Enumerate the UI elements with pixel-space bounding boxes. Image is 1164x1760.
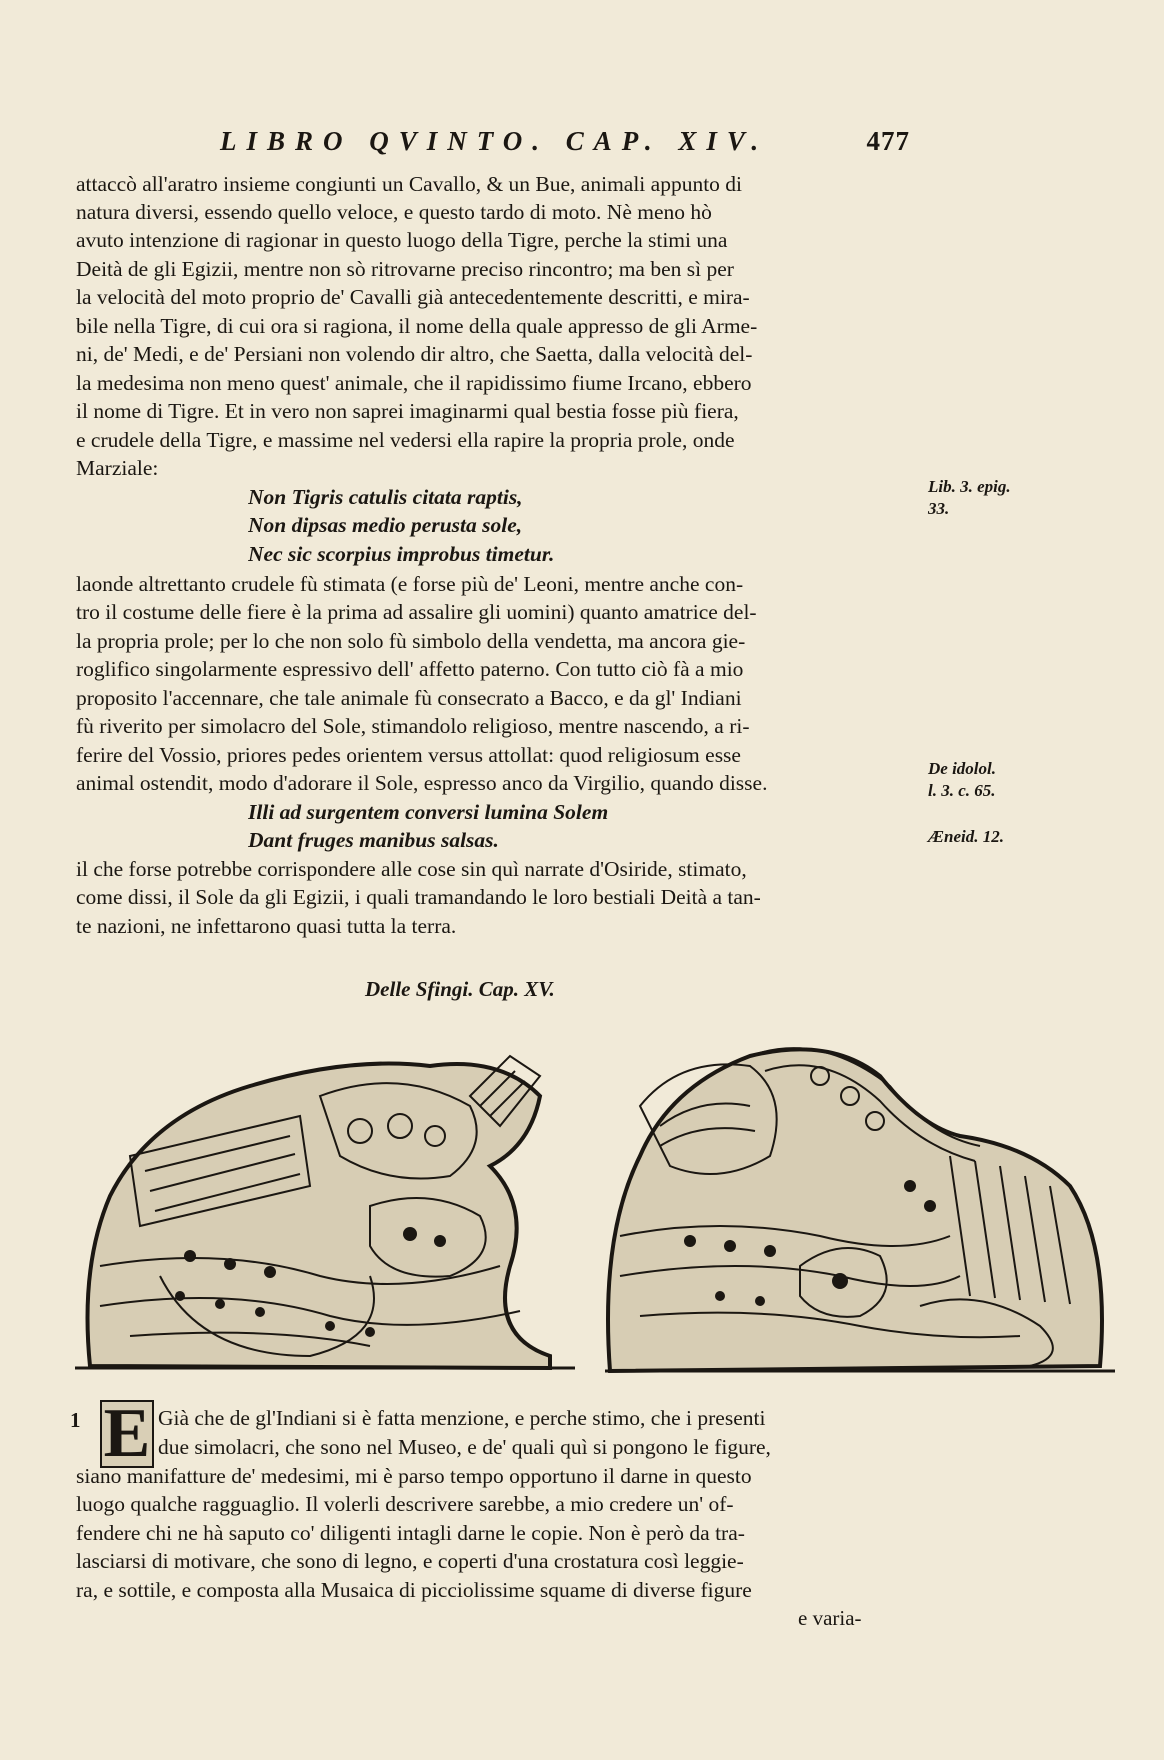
text-line: animal ostendit, modo d'adorare il Sole, espresso anco da Virgilio, quando disse. <box>76 771 768 795</box>
text-line: laonde altrettanto crudele fù stimata (e forse più de' Leoni, mentre anche con- <box>76 572 744 596</box>
text-line: siano manifatture de' medesimi, mi è parso tempo opportuno il darne in questo <box>76 1464 752 1488</box>
text-line: avuto intenzione di ragionar in questo luogo della Tigre, perche la stimi una <box>76 228 728 252</box>
text-line: il che forse potrebbe corrispondere alle cose sin quì narrate d'Osiride, stimato, <box>76 857 747 881</box>
margin-note: l. 3. c. 65. <box>928 781 996 800</box>
margin-note: De idolol. <box>928 759 996 778</box>
margin-note: 33. <box>928 499 950 518</box>
text-line: Marziale: <box>76 456 159 480</box>
verse-line: Non Tigris catulis citata raptis, <box>248 485 523 509</box>
chapter-heading: Delle Sfingi. Cap. XV. <box>365 977 555 1001</box>
text-line: attaccò all'aratro insieme congiunti un Cavallo, & un Bue, animali appunto di <box>76 172 743 196</box>
margin-note: Æneid. 12. <box>928 827 1005 846</box>
text-line: natura diversi, essendo quello veloce, e questo tardo di moto. Nè meno hò <box>76 200 712 224</box>
verse-line: Nec sic scorpius improbus timetur. <box>248 542 555 566</box>
text-line: la medesima non meno quest' animale, che il rapidissimo fiume Ircano, ebbero <box>76 371 752 395</box>
text-line: come dissi, il Sole da gli Egizii, i quali tramandando le loro bestiali Deità a tan- <box>76 885 761 909</box>
drop-cap: E <box>100 1400 154 1468</box>
text-line: Già che de gl'Indiani si è fatta menzione, e perche stimo, che i presenti <box>158 1406 766 1430</box>
text-line: ni, de' Medi, e de' Persiani non volendo dir altro, che Saetta, dalla velocità del- <box>76 342 753 366</box>
verse-line: Illi ad surgentem conversi lumina Solem <box>248 800 609 824</box>
header-title: LIBRO QVINTO. CAP. XIV. <box>220 126 769 156</box>
text-line: due simolacri, che sono nel Museo, e de' quali quì si pongono le figure, <box>158 1435 771 1459</box>
text-line: roglifico singolarmente espressivo dell' affetto paterno. Con tutto ciò fà a mio <box>76 657 744 681</box>
text-line: il nome di Tigre. Et in vero non saprei imaginarmi qual bestia fosse più fiera, <box>76 399 739 423</box>
page-number: 477 <box>866 126 910 156</box>
text-line: lasciarsi di motivare, che sono di legno, e coperti d'una crostatura così leggie- <box>76 1549 744 1573</box>
text-line: e crudele della Tigre, e massime nel vedersi ella rapire la propria prole, onde <box>76 428 735 452</box>
verse-line: Non dipsas medio perusta sole, <box>248 513 523 537</box>
text-line: luogo qualche ragguaglio. Il volerli descrivere sarebbe, a mio credere un' of- <box>76 1492 734 1516</box>
sphinx-figure-left <box>70 1036 580 1376</box>
text-line: tro il costume delle fiere è la prima ad assalire gli uomini) quanto amatrice del- <box>76 600 757 624</box>
text-line: bile nella Tigre, di cui ora si ragiona, il nome della quale appresso de gli Arme- <box>76 314 758 338</box>
text-line: te nazioni, ne infettarono quasi tutta la terra. <box>76 914 457 938</box>
sphinx-figure-right <box>600 1036 1120 1376</box>
text-line: ra, e sottile, e composta alla Musaica di picciolissime squame di diverse figure <box>76 1578 752 1602</box>
paragraph-number: 1 <box>70 1408 81 1432</box>
text-line: ferire del Vossio, priores pedes orientem versus attollat: quod religiosum esse <box>76 743 741 767</box>
text-line: la propria prole; per lo che non solo fù simbolo della vendetta, ma ancora gie- <box>76 629 746 653</box>
text-line: la velocità del moto proprio de' Cavalli già antecedentemente descritti, e mira- <box>76 285 750 309</box>
catchword: e varia- <box>798 1606 862 1630</box>
running-header <box>220 126 910 162</box>
text-line: Deità de gli Egizii, mentre non sò ritrovarne preciso rincontro; ma ben sì per <box>76 257 734 281</box>
text-line: fù riverito per simolacro del Sole, stimandolo religioso, mentre nascendo, a ri- <box>76 714 750 738</box>
text-line: fendere chi ne hà saputo co' diligenti intagli darne le copie. Non è però da tra- <box>76 1521 745 1545</box>
verse-line: Dant fruges manibus salsas. <box>248 828 499 852</box>
margin-note: Lib. 3. epig. <box>928 477 1011 496</box>
text-line: proposito l'accennare, che tale animale fù consecrato a Bacco, e da gl' Indiani <box>76 686 742 710</box>
